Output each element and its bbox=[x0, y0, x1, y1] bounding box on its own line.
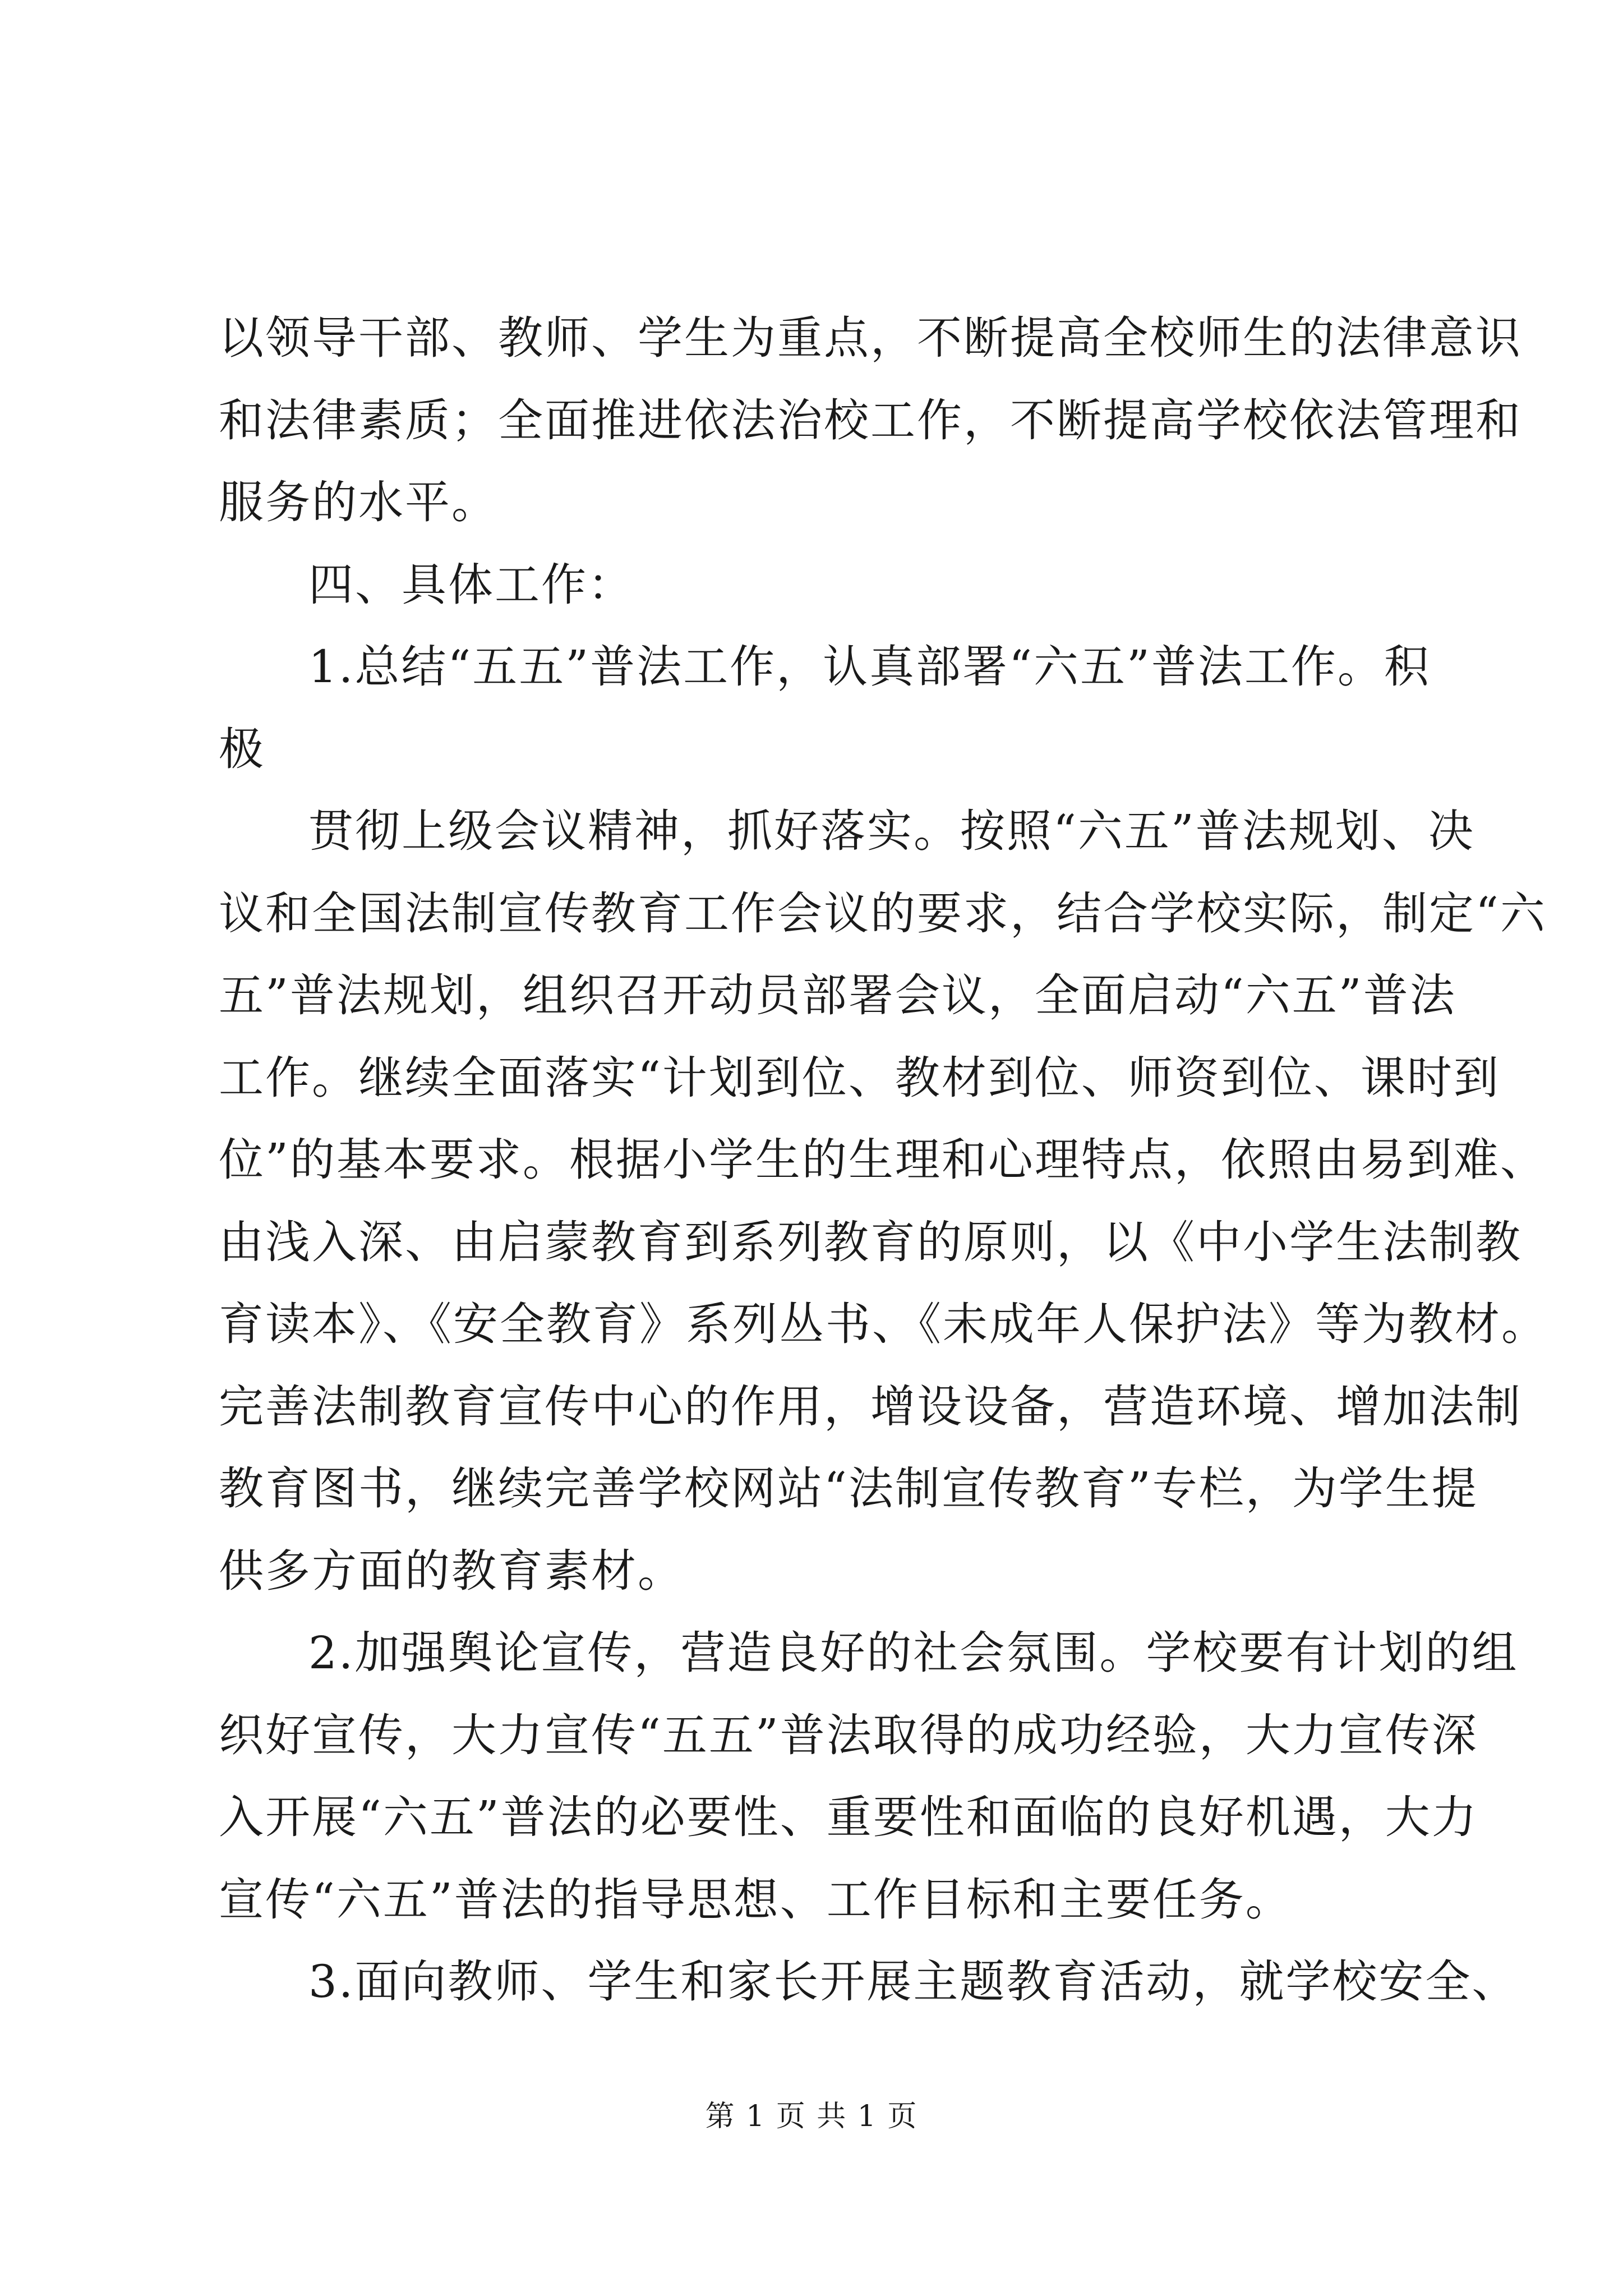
body-line: 极 bbox=[219, 723, 265, 775]
body-line: 以领导干部、教师、学生为重点，不断提高全校师生的法律意识 bbox=[219, 312, 1522, 364]
body-line: 五”普法规划，组织召开动员部署会议，全面启动“六五”普法 bbox=[219, 969, 1456, 1022]
body-line: 3.面向教师、学生和家长开展主题教育活动，就学校安全、 bbox=[308, 1955, 1519, 2008]
body-line: 教育图书，继续完善学校网站“法制宣传教育”专栏，为学生提 bbox=[219, 1462, 1478, 1515]
body-line: 1.总结“五五”普法工作，认真部署“六五”普法工作。积 bbox=[308, 641, 1431, 693]
section-heading: 四、具体工作： bbox=[308, 558, 634, 611]
body-line: 议和全国法制宣传教育工作会议的要求，结合学校实际，制定“六 bbox=[219, 887, 1547, 940]
body-line: 工作。继续全面落实“计划到位、教材到位、师资到位、课时到 bbox=[219, 1051, 1500, 1104]
page-number-footer: 第 1 页 共 1 页 bbox=[705, 2100, 918, 2133]
body-line: 入开展“六五”普法的必要性、重要性和面临的良好机遇，大力 bbox=[219, 1791, 1478, 1843]
body-line: 织好宣传，大力宣传“五五”普法取得的成功经验，大力宣传深 bbox=[219, 1709, 1478, 1761]
body-line: 宣传“六五”普法的指导思想、工作目标和主要任务。 bbox=[219, 1873, 1292, 1926]
body-line: 服务的水平。 bbox=[219, 476, 498, 528]
body-line: 供多方面的教育素材。 bbox=[219, 1544, 684, 1597]
body-line: 和法律素质；全面推进依法治校工作，不断提高学校依法管理和 bbox=[219, 394, 1522, 447]
body-line: 完善法制教育宣传中心的作用，增设设备，营造环境、增加法制 bbox=[219, 1380, 1522, 1433]
body-line: 由浅入深、由启蒙教育到系列教育的原则，以《中小学生法制教 bbox=[219, 1216, 1522, 1268]
body-line: 育读本》、《安全教育》系列丛书、《未成年人保护法》等为教材。 bbox=[219, 1298, 1548, 1350]
body-line: 位”的基本要求。根据小学生的生理和心理特点，依照由易到难、 bbox=[219, 1134, 1547, 1186]
document-body bbox=[219, 297, 1548, 2023]
body-line: 贯彻上级会议精神，抓好落实。按照“六五”普法规划、决 bbox=[308, 805, 1475, 857]
body-line: 2.加强舆论宣传，营造良好的社会氛围。学校要有计划的组 bbox=[308, 1627, 1519, 1679]
